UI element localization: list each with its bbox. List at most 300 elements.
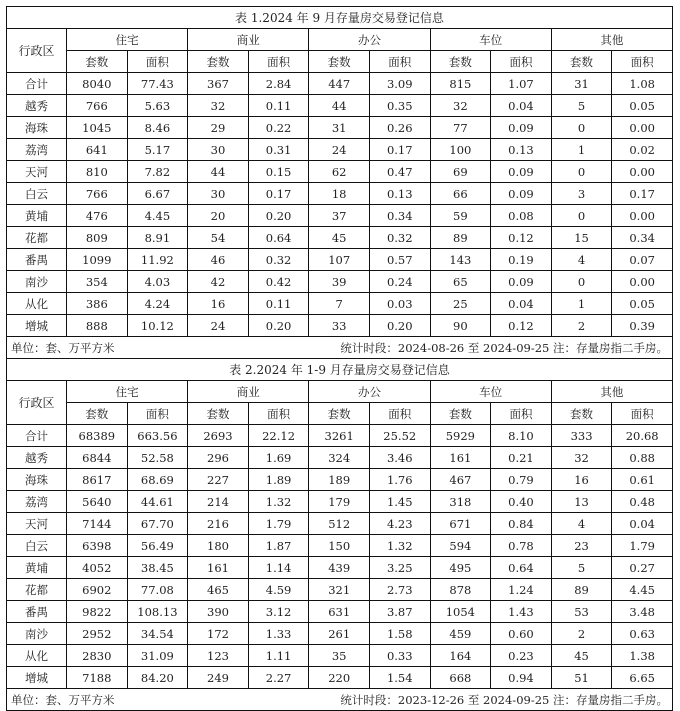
value-cell: 0 [551,161,612,183]
value-cell: 0.00 [612,271,673,293]
value-cell: 89 [551,579,612,601]
value-cell: 69 [430,161,491,183]
group-header: 其他 [551,29,672,51]
value-cell: 4.45 [612,579,673,601]
area-header: 面积 [491,403,552,425]
value-cell: 810 [67,161,128,183]
value-cell: 22.12 [248,425,309,447]
value-cell: 4.59 [248,579,309,601]
value-cell: 0.00 [612,161,673,183]
value-cell: 8.10 [491,425,552,447]
value-cell: 67.70 [127,513,188,535]
value-cell: 214 [188,491,249,513]
value-cell: 180 [188,535,249,557]
region-cell: 从化 [7,645,67,667]
value-cell: 7.82 [127,161,188,183]
value-cell: 1054 [430,601,491,623]
value-cell: 5 [551,557,612,579]
value-cell: 11.92 [127,249,188,271]
value-cell: 261 [309,623,370,645]
value-cell: 44.61 [127,491,188,513]
group-header: 车位 [430,381,551,403]
value-cell: 2.27 [248,667,309,689]
value-cell: 815 [430,73,491,95]
value-cell: 324 [309,447,370,469]
value-cell: 5929 [430,425,491,447]
value-cell: 1.87 [248,535,309,557]
value-cell: 68389 [67,425,128,447]
value-cell: 671 [430,513,491,535]
value-cell: 1099 [67,249,128,271]
table-row [7,579,673,601]
value-cell: 1.76 [369,469,430,491]
value-cell: 465 [188,579,249,601]
value-cell: 1.45 [369,491,430,513]
value-cell: 1.54 [369,667,430,689]
value-cell: 77.08 [127,579,188,601]
value-cell: 1.89 [248,469,309,491]
value-cell: 39 [309,271,370,293]
value-cell: 0.13 [491,139,552,161]
count-header: 套数 [67,51,128,73]
value-cell: 0.17 [248,183,309,205]
value-cell: 663.56 [127,425,188,447]
value-cell: 1.58 [369,623,430,645]
value-cell: 25 [430,293,491,315]
document [6,6,673,711]
value-cell: 0.15 [248,161,309,183]
value-cell: 0.34 [612,227,673,249]
value-cell: 3.87 [369,601,430,623]
region-cell: 南沙 [7,271,67,293]
value-cell: 0.20 [248,205,309,227]
value-cell: 32 [188,95,249,117]
value-cell: 164 [430,645,491,667]
value-cell: 0.48 [612,491,673,513]
value-cell: 0.11 [248,293,309,315]
value-cell: 512 [309,513,370,535]
value-cell: 0.13 [369,183,430,205]
value-cell: 2.73 [369,579,430,601]
value-cell: 1.33 [248,623,309,645]
value-cell: 0.60 [491,623,552,645]
value-cell: 1.79 [248,513,309,535]
value-cell: 3261 [309,425,370,447]
value-cell: 6902 [67,579,128,601]
value-cell: 4.03 [127,271,188,293]
value-cell: 0 [551,205,612,227]
value-cell: 31 [551,73,612,95]
value-cell: 0.26 [369,117,430,139]
value-cell: 172 [188,623,249,645]
value-cell: 0 [551,271,612,293]
value-cell: 0.33 [369,645,430,667]
value-cell: 0.12 [491,315,552,337]
value-cell: 447 [309,73,370,95]
table-row [7,293,673,315]
value-cell: 31.09 [127,645,188,667]
count-header: 套数 [67,403,128,425]
table-row [7,601,673,623]
value-cell: 4.24 [127,293,188,315]
value-cell: 641 [67,139,128,161]
value-cell: 0.04 [491,293,552,315]
count-header: 套数 [430,403,491,425]
value-cell: 467 [430,469,491,491]
table-row [7,491,673,513]
region-cell: 从化 [7,293,67,315]
value-cell: 18 [309,183,370,205]
region-cell: 荔湾 [7,491,67,513]
value-cell: 37 [309,205,370,227]
area-header: 面积 [491,51,552,73]
value-cell: 1045 [67,117,128,139]
value-cell: 0.00 [612,205,673,227]
value-cell: 62 [309,161,370,183]
value-cell: 220 [309,667,370,689]
value-cell: 1.24 [491,579,552,601]
value-cell: 31 [309,117,370,139]
value-cell: 4052 [67,557,128,579]
region-cell: 白云 [7,183,67,205]
region-cell: 合计 [7,425,67,447]
value-cell: 0.17 [612,183,673,205]
count-header: 套数 [551,403,612,425]
value-cell: 54 [188,227,249,249]
value-cell: 66 [430,183,491,205]
value-cell: 24 [188,315,249,337]
count-header: 套数 [551,51,612,73]
value-cell: 29 [188,117,249,139]
value-cell: 44 [309,95,370,117]
value-cell: 5.17 [127,139,188,161]
value-cell: 20.68 [612,425,673,447]
value-cell: 439 [309,557,370,579]
value-cell: 668 [430,667,491,689]
value-cell: 0.79 [491,469,552,491]
value-cell: 4.45 [127,205,188,227]
value-cell: 476 [67,205,128,227]
value-cell: 16 [551,469,612,491]
value-cell: 631 [309,601,370,623]
value-cell: 888 [67,315,128,337]
count-header: 套数 [309,51,370,73]
value-cell: 0.02 [612,139,673,161]
value-cell: 0.08 [491,205,552,227]
value-cell: 0.64 [248,227,309,249]
value-cell: 0.05 [612,293,673,315]
value-cell: 2 [551,315,612,337]
value-cell: 1.32 [248,491,309,513]
table-2 [6,358,673,711]
value-cell: 0.47 [369,161,430,183]
value-cell: 354 [67,271,128,293]
period-note: 统计时段：2023-12-26 至 2024-09-25 注：存量房指二手房。 [248,689,672,711]
value-cell: 7144 [67,513,128,535]
area-header: 面积 [127,51,188,73]
value-cell: 0.12 [491,227,552,249]
count-header: 套数 [188,403,249,425]
value-cell: 68.69 [127,469,188,491]
region-header: 行政区 [7,381,67,425]
value-cell: 227 [188,469,249,491]
value-cell: 32 [551,447,612,469]
value-cell: 38.45 [127,557,188,579]
value-cell: 5640 [67,491,128,513]
value-cell: 53 [551,601,612,623]
value-cell: 16 [188,293,249,315]
value-cell: 90 [430,315,491,337]
region-cell: 黄埔 [7,205,67,227]
value-cell: 30 [188,183,249,205]
group-header: 办公 [309,381,430,403]
area-header: 面积 [612,51,673,73]
value-cell: 5.63 [127,95,188,117]
table-1 [6,6,673,359]
table-row [7,623,673,645]
count-header: 套数 [309,403,370,425]
value-cell: 46 [188,249,249,271]
area-header: 面积 [612,403,673,425]
value-cell: 809 [67,227,128,249]
table-row [7,667,673,689]
value-cell: 161 [430,447,491,469]
value-cell: 0.22 [248,117,309,139]
table-title: 表 2.2024 年 1-9 月存量房交易登记信息 [7,359,673,381]
value-cell: 34.54 [127,623,188,645]
value-cell: 3.46 [369,447,430,469]
value-cell: 0.94 [491,667,552,689]
value-cell: 3.09 [369,73,430,95]
value-cell: 3.25 [369,557,430,579]
value-cell: 0 [551,117,612,139]
value-cell: 30 [188,139,249,161]
value-cell: 0.05 [612,95,673,117]
value-cell: 0.57 [369,249,430,271]
value-cell: 0.20 [369,315,430,337]
value-cell: 0.61 [612,469,673,491]
value-cell: 23 [551,535,612,557]
value-cell: 35 [309,645,370,667]
region-cell: 黄埔 [7,557,67,579]
value-cell: 1.69 [248,447,309,469]
group-header: 住宅 [67,381,188,403]
value-cell: 0.20 [248,315,309,337]
table-row [7,557,673,579]
group-header: 商业 [188,29,309,51]
value-cell: 0.04 [491,95,552,117]
value-cell: 0.78 [491,535,552,557]
value-cell: 318 [430,491,491,513]
count-header: 套数 [188,51,249,73]
value-cell: 333 [551,425,612,447]
value-cell: 42 [188,271,249,293]
value-cell: 108.13 [127,601,188,623]
area-header: 面积 [248,51,309,73]
region-cell: 荔湾 [7,139,67,161]
region-cell: 南沙 [7,623,67,645]
value-cell: 1 [551,293,612,315]
table-row [7,183,673,205]
value-cell: 0.04 [612,513,673,535]
value-cell: 89 [430,227,491,249]
value-cell: 459 [430,623,491,645]
value-cell: 5 [551,95,612,117]
value-cell: 0.09 [491,183,552,205]
group-header: 其他 [551,381,672,403]
region-cell: 番禺 [7,601,67,623]
value-cell: 6.65 [612,667,673,689]
table-row [7,249,673,271]
region-cell: 天河 [7,161,67,183]
value-cell: 9822 [67,601,128,623]
value-cell: 766 [67,183,128,205]
table-row [7,95,673,117]
area-header: 面积 [127,403,188,425]
value-cell: 2830 [67,645,128,667]
value-cell: 0.84 [491,513,552,535]
value-cell: 321 [309,579,370,601]
value-cell: 2952 [67,623,128,645]
table-row [7,513,673,535]
value-cell: 2.84 [248,73,309,95]
value-cell: 0.88 [612,447,673,469]
table-row [7,73,673,95]
value-cell: 6398 [67,535,128,557]
value-cell: 0.63 [612,623,673,645]
value-cell: 7188 [67,667,128,689]
value-cell: 1.79 [612,535,673,557]
value-cell: 0.03 [369,293,430,315]
value-cell: 0.39 [612,315,673,337]
value-cell: 15 [551,227,612,249]
value-cell: 13 [551,491,612,513]
value-cell: 0.09 [491,161,552,183]
value-cell: 77 [430,117,491,139]
value-cell: 0.07 [612,249,673,271]
value-cell: 1 [551,139,612,161]
value-cell: 0.32 [369,227,430,249]
value-cell: 0.09 [491,117,552,139]
value-cell: 1.38 [612,645,673,667]
table-row [7,425,673,447]
value-cell: 161 [188,557,249,579]
table-row [7,117,673,139]
value-cell: 56.49 [127,535,188,557]
value-cell: 3.48 [612,601,673,623]
group-header: 办公 [309,29,430,51]
table-row [7,227,673,249]
value-cell: 123 [188,645,249,667]
value-cell: 65 [430,271,491,293]
value-cell: 6844 [67,447,128,469]
value-cell: 878 [430,579,491,601]
value-cell: 2693 [188,425,249,447]
value-cell: 6.67 [127,183,188,205]
value-cell: 495 [430,557,491,579]
table-row [7,271,673,293]
region-cell: 番禺 [7,249,67,271]
value-cell: 3.12 [248,601,309,623]
region-cell: 合计 [7,73,67,95]
region-cell: 增城 [7,667,67,689]
area-header: 面积 [248,403,309,425]
table-row [7,535,673,557]
value-cell: 0.11 [248,95,309,117]
value-cell: 390 [188,601,249,623]
value-cell: 0.32 [248,249,309,271]
group-header: 住宅 [67,29,188,51]
value-cell: 52.58 [127,447,188,469]
value-cell: 1.43 [491,601,552,623]
value-cell: 594 [430,535,491,557]
table-row [7,645,673,667]
value-cell: 0.42 [248,271,309,293]
value-cell: 32 [430,95,491,117]
count-header: 套数 [430,51,491,73]
value-cell: 216 [188,513,249,535]
value-cell: 367 [188,73,249,95]
value-cell: 8040 [67,73,128,95]
value-cell: 59 [430,205,491,227]
value-cell: 179 [309,491,370,513]
table-row [7,315,673,337]
region-cell: 花都 [7,579,67,601]
value-cell: 296 [188,447,249,469]
value-cell: 1.11 [248,645,309,667]
table-row [7,161,673,183]
value-cell: 0.64 [491,557,552,579]
value-cell: 0.17 [369,139,430,161]
value-cell: 25.52 [369,425,430,447]
region-cell: 白云 [7,535,67,557]
value-cell: 0.27 [612,557,673,579]
region-cell: 花都 [7,227,67,249]
table-row [7,205,673,227]
value-cell: 4 [551,249,612,271]
value-cell: 0.19 [491,249,552,271]
table-row [7,469,673,491]
value-cell: 44 [188,161,249,183]
region-cell: 增城 [7,315,67,337]
unit-note: 单位：套、万平方米 [7,689,249,711]
value-cell: 189 [309,469,370,491]
region-cell: 天河 [7,513,67,535]
region-cell: 越秀 [7,447,67,469]
value-cell: 4 [551,513,612,535]
area-header: 面积 [369,51,430,73]
value-cell: 0.35 [369,95,430,117]
value-cell: 45 [309,227,370,249]
value-cell: 0.34 [369,205,430,227]
value-cell: 4.23 [369,513,430,535]
value-cell: 8.91 [127,227,188,249]
value-cell: 143 [430,249,491,271]
region-cell: 越秀 [7,95,67,117]
value-cell: 8.46 [127,117,188,139]
group-header: 车位 [430,29,551,51]
value-cell: 0.40 [491,491,552,513]
value-cell: 1.08 [612,73,673,95]
value-cell: 24 [309,139,370,161]
value-cell: 1.32 [369,535,430,557]
value-cell: 766 [67,95,128,117]
value-cell: 20 [188,205,249,227]
value-cell: 0.21 [491,447,552,469]
value-cell: 1.07 [491,73,552,95]
value-cell: 3 [551,183,612,205]
table-row [7,139,673,161]
